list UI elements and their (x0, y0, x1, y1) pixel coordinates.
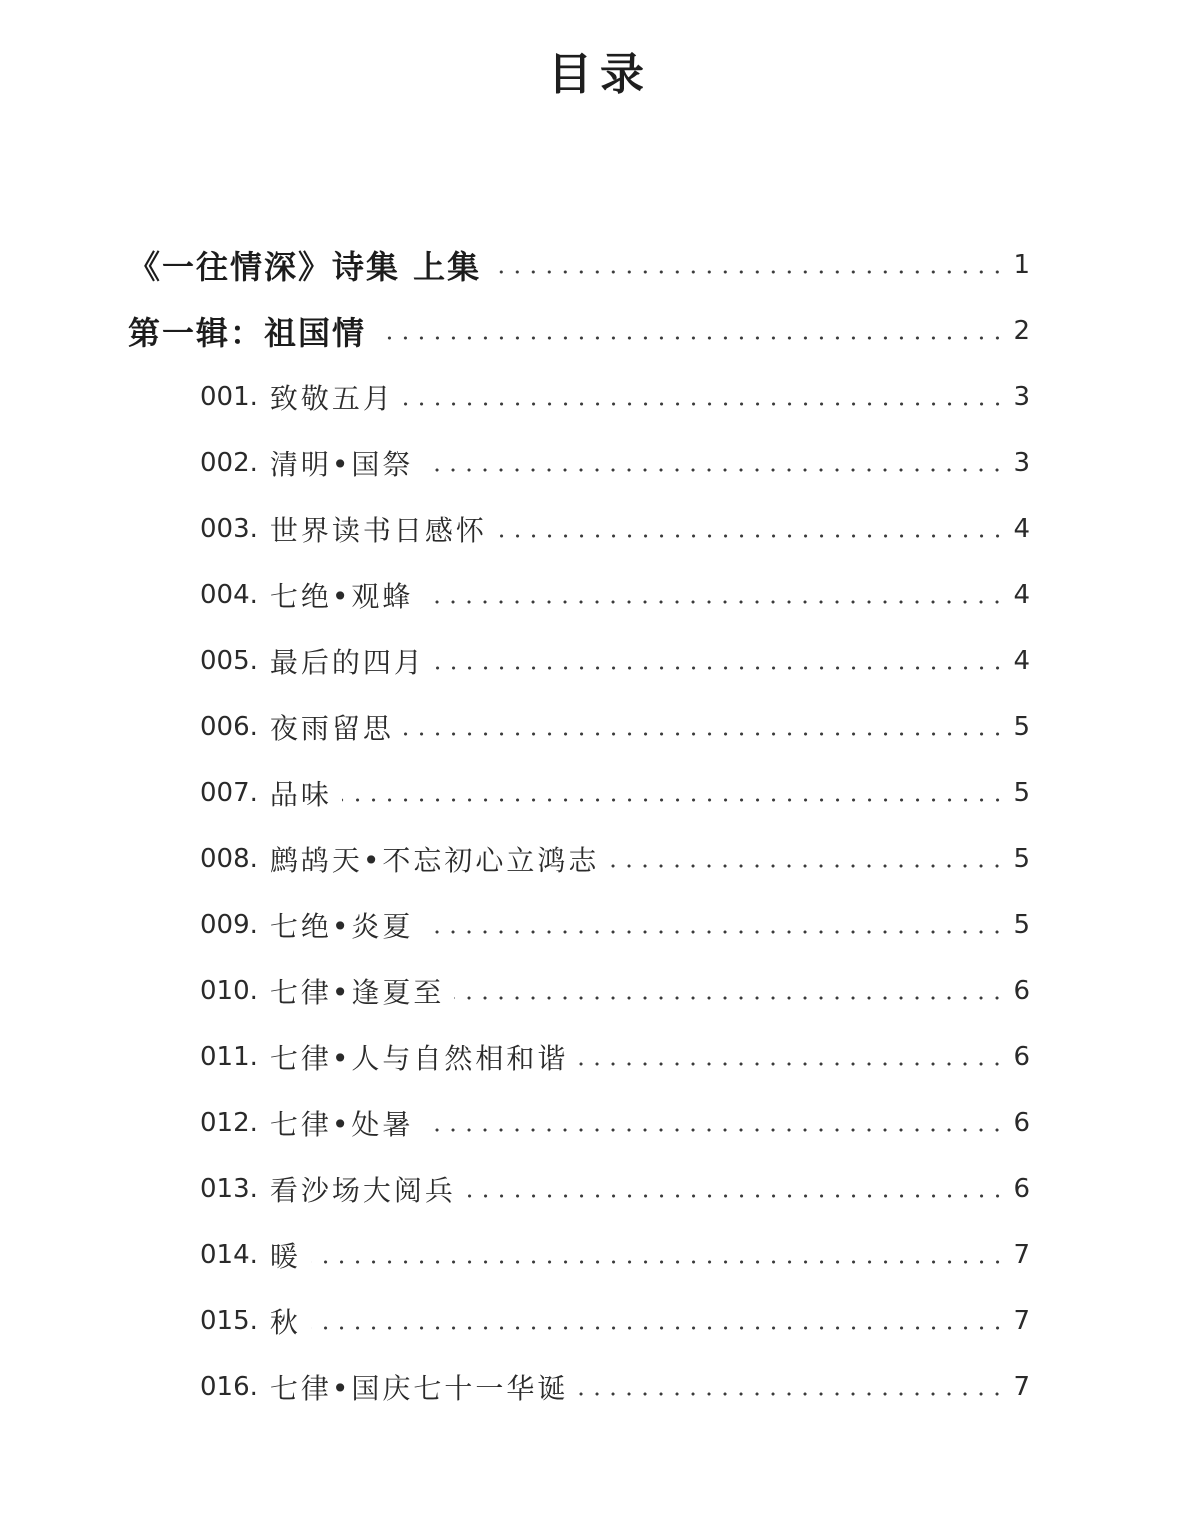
toc-item-number: 009. (200, 910, 258, 940)
dot-leader (404, 402, 1006, 406)
toc-item-title: 清明•国祭 (269, 448, 414, 481)
toc-item[interactable] (200, 364, 1030, 430)
toc-item[interactable] (200, 1222, 1030, 1288)
dot-leader (578, 1062, 1005, 1066)
toc-item-number: 012. (200, 1108, 258, 1138)
toc-item[interactable] (200, 1090, 1030, 1156)
dot-leader (423, 468, 1005, 472)
toc-item[interactable] (200, 1024, 1030, 1090)
toc-item-number: 008. (200, 844, 258, 874)
toc-item-number: 007. (200, 778, 258, 808)
toc-item-number: 001. (200, 382, 258, 412)
toc-item[interactable] (200, 892, 1030, 958)
toc-section-heading[interactable] (128, 298, 1030, 364)
toc-item-number: 015. (200, 1306, 258, 1336)
toc-page-number: 2 (1013, 316, 1030, 346)
toc-item[interactable] (200, 1354, 1030, 1420)
toc-item-number: 014. (200, 1240, 258, 1270)
dot-leader (454, 996, 1005, 1000)
toc-page-number: 5 (1013, 778, 1030, 808)
toc-item-title: 第一辑：祖国情 (128, 314, 367, 352)
toc-page-number: 6 (1013, 976, 1030, 1006)
dot-leader (423, 1128, 1005, 1132)
page-title: 目录 (548, 49, 652, 100)
toc-item-number: 003. (200, 514, 258, 544)
toc-item-title: 暖 (269, 1240, 301, 1273)
toc-item-title: 鹧鸪天•不忘初心立鸿志 (269, 844, 600, 877)
toc-item-title: 七绝•炎夏 (269, 910, 414, 943)
toc-item-title: 七律•逢夏至 (269, 976, 445, 1009)
toc-item[interactable] (200, 958, 1030, 1024)
toc-item[interactable] (200, 1288, 1030, 1354)
table-of-contents (0, 232, 1200, 1420)
dot-leader (342, 798, 1006, 802)
dot-leader (311, 1326, 1006, 1330)
toc-item[interactable] (200, 694, 1030, 760)
toc-item-number: 005. (200, 646, 258, 676)
toc-item-title: 夜雨留思 (269, 712, 394, 745)
toc-item-number: 013. (200, 1174, 258, 1204)
toc-item-title: 最后的四月 (269, 646, 425, 679)
toc-page-number: 7 (1013, 1372, 1030, 1402)
toc-page-number: 6 (1013, 1174, 1030, 1204)
dot-leader (404, 732, 1006, 736)
dot-leader (497, 534, 1006, 538)
dot-leader (423, 930, 1005, 934)
toc-section-heading[interactable] (128, 232, 1030, 298)
toc-item-title: 七绝•观蜂 (269, 580, 414, 613)
toc-page-number: 5 (1013, 910, 1030, 940)
dot-leader (466, 1194, 1006, 1198)
dot-leader (435, 666, 1006, 670)
toc-item[interactable] (200, 826, 1030, 892)
toc-page-number: 4 (1013, 514, 1030, 544)
toc-item-number: 004. (200, 580, 258, 610)
toc-page-number: 1 (1013, 250, 1030, 280)
toc-item-title: 七律•人与自然相和谐 (269, 1042, 569, 1075)
dot-leader (311, 1260, 1006, 1264)
toc-item[interactable] (200, 628, 1030, 694)
toc-item[interactable] (200, 760, 1030, 826)
toc-item[interactable] (200, 430, 1030, 496)
toc-item-number: 010. (200, 976, 258, 1006)
toc-item-title: 七律•国庆七十一华诞 (269, 1372, 569, 1405)
toc-item-title: 看沙场大阅兵 (269, 1174, 456, 1207)
toc-item-title: 世界读书日感怀 (269, 514, 487, 547)
toc-item-number: 006. (200, 712, 258, 742)
toc-item-title: 品味 (269, 778, 332, 811)
dot-leader (423, 600, 1005, 604)
dot-leader (491, 270, 1005, 274)
toc-item-title: 七律•处暑 (269, 1108, 414, 1141)
toc-page-number: 5 (1013, 844, 1030, 874)
toc-item-number: 016. (200, 1372, 258, 1402)
toc-page-number: 6 (1013, 1042, 1030, 1072)
toc-page-number: 7 (1013, 1306, 1030, 1336)
toc-item-title: 秋 (269, 1306, 301, 1339)
toc-page-number: 3 (1013, 448, 1030, 478)
toc-page-number: 6 (1013, 1108, 1030, 1138)
toc-item-title: 《一往情深》诗集 上集 (128, 248, 482, 286)
toc-item[interactable] (200, 562, 1030, 628)
toc-item-number: 011. (200, 1042, 258, 1072)
dot-leader (578, 1392, 1005, 1396)
toc-page-number: 4 (1013, 646, 1030, 676)
toc-item[interactable] (200, 1156, 1030, 1222)
toc-page-number: 4 (1013, 580, 1030, 610)
toc-item-title: 致敬五月 (269, 382, 394, 415)
toc-item[interactable] (200, 496, 1030, 562)
dot-leader (376, 336, 1005, 340)
toc-page-number: 5 (1013, 712, 1030, 742)
toc-page-number: 7 (1013, 1240, 1030, 1270)
dot-leader (609, 864, 1005, 868)
toc-item-number: 002. (200, 448, 258, 478)
toc-page-number: 3 (1013, 382, 1030, 412)
